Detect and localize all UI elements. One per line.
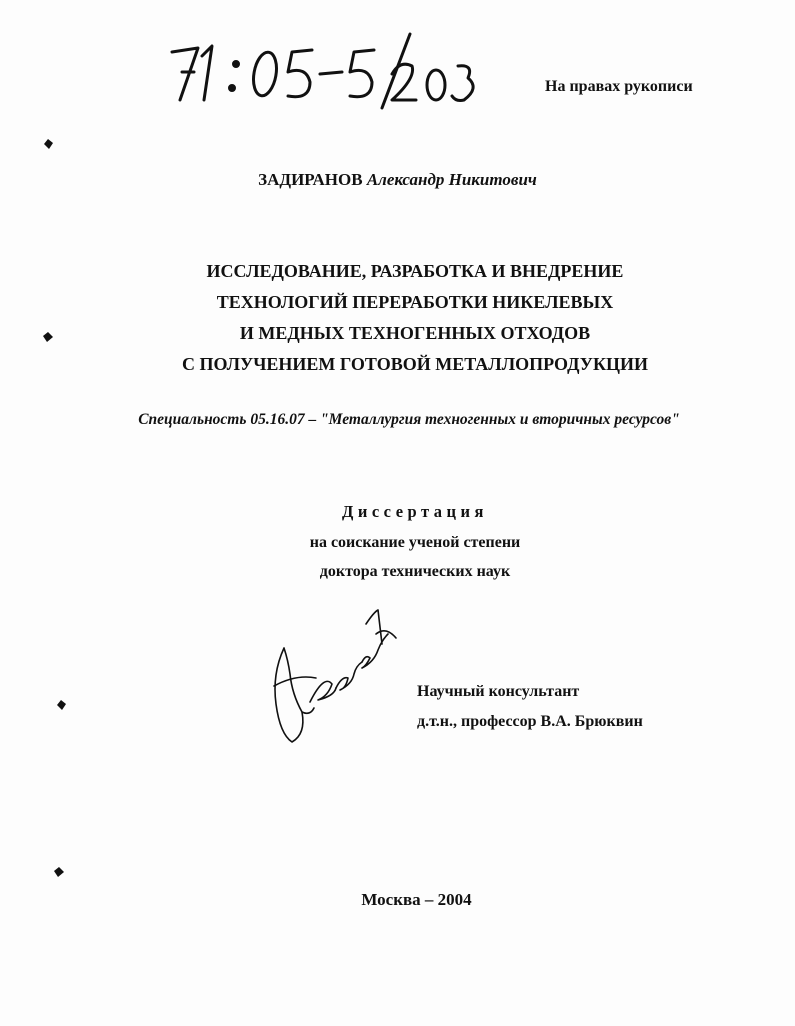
consultant-name: д.т.н., профессор В.А. Брюквин: [417, 713, 643, 730]
city-year: Москва – 2004: [361, 890, 472, 909]
scientific-consultant: [417, 677, 643, 737]
author-name: [0, 170, 795, 190]
rights-note: На правах рукописи: [545, 78, 693, 95]
punch-hole-mark: [53, 866, 65, 878]
title-line: ТЕХНОЛОГИЙ ПЕРЕРАБОТКИ НИКЕЛЕВЫХ: [216, 292, 614, 312]
dissertation-title: [0, 256, 795, 380]
author-surname: ЗАДИРАНОВ: [258, 170, 363, 189]
dissertation-heading: Диссертация: [342, 502, 488, 521]
author-given-names: Александр Никитович: [366, 170, 537, 189]
degree-line: на соискание ученой степени: [309, 534, 521, 551]
punch-hole-mark: [42, 138, 54, 150]
punch-hole-mark: [55, 699, 67, 711]
degree-line: доктора технических наук: [319, 563, 511, 580]
consultant-label: Научный консультант: [417, 683, 580, 700]
title-line: ИССЛЕДОВАНИЕ, РАЗРАБОТКА И ВНЕДРЕНИЕ: [206, 261, 624, 281]
handwritten-signature: [262, 604, 412, 754]
specialty-line: Специальность 05.16.07 – "Металлургия техногенных и вторичных ресурсов": [138, 411, 680, 428]
handwritten-archive-code: [160, 30, 490, 110]
title-line: С ПОЛУЧЕНИЕМ ГОТОВОЙ МЕТАЛЛОПРОДУКЦИИ: [181, 354, 648, 374]
degree-block: [0, 497, 795, 586]
title-line: И МЕДНЫХ ТЕХНОГЕННЫХ ОТХОДОВ: [239, 323, 591, 343]
